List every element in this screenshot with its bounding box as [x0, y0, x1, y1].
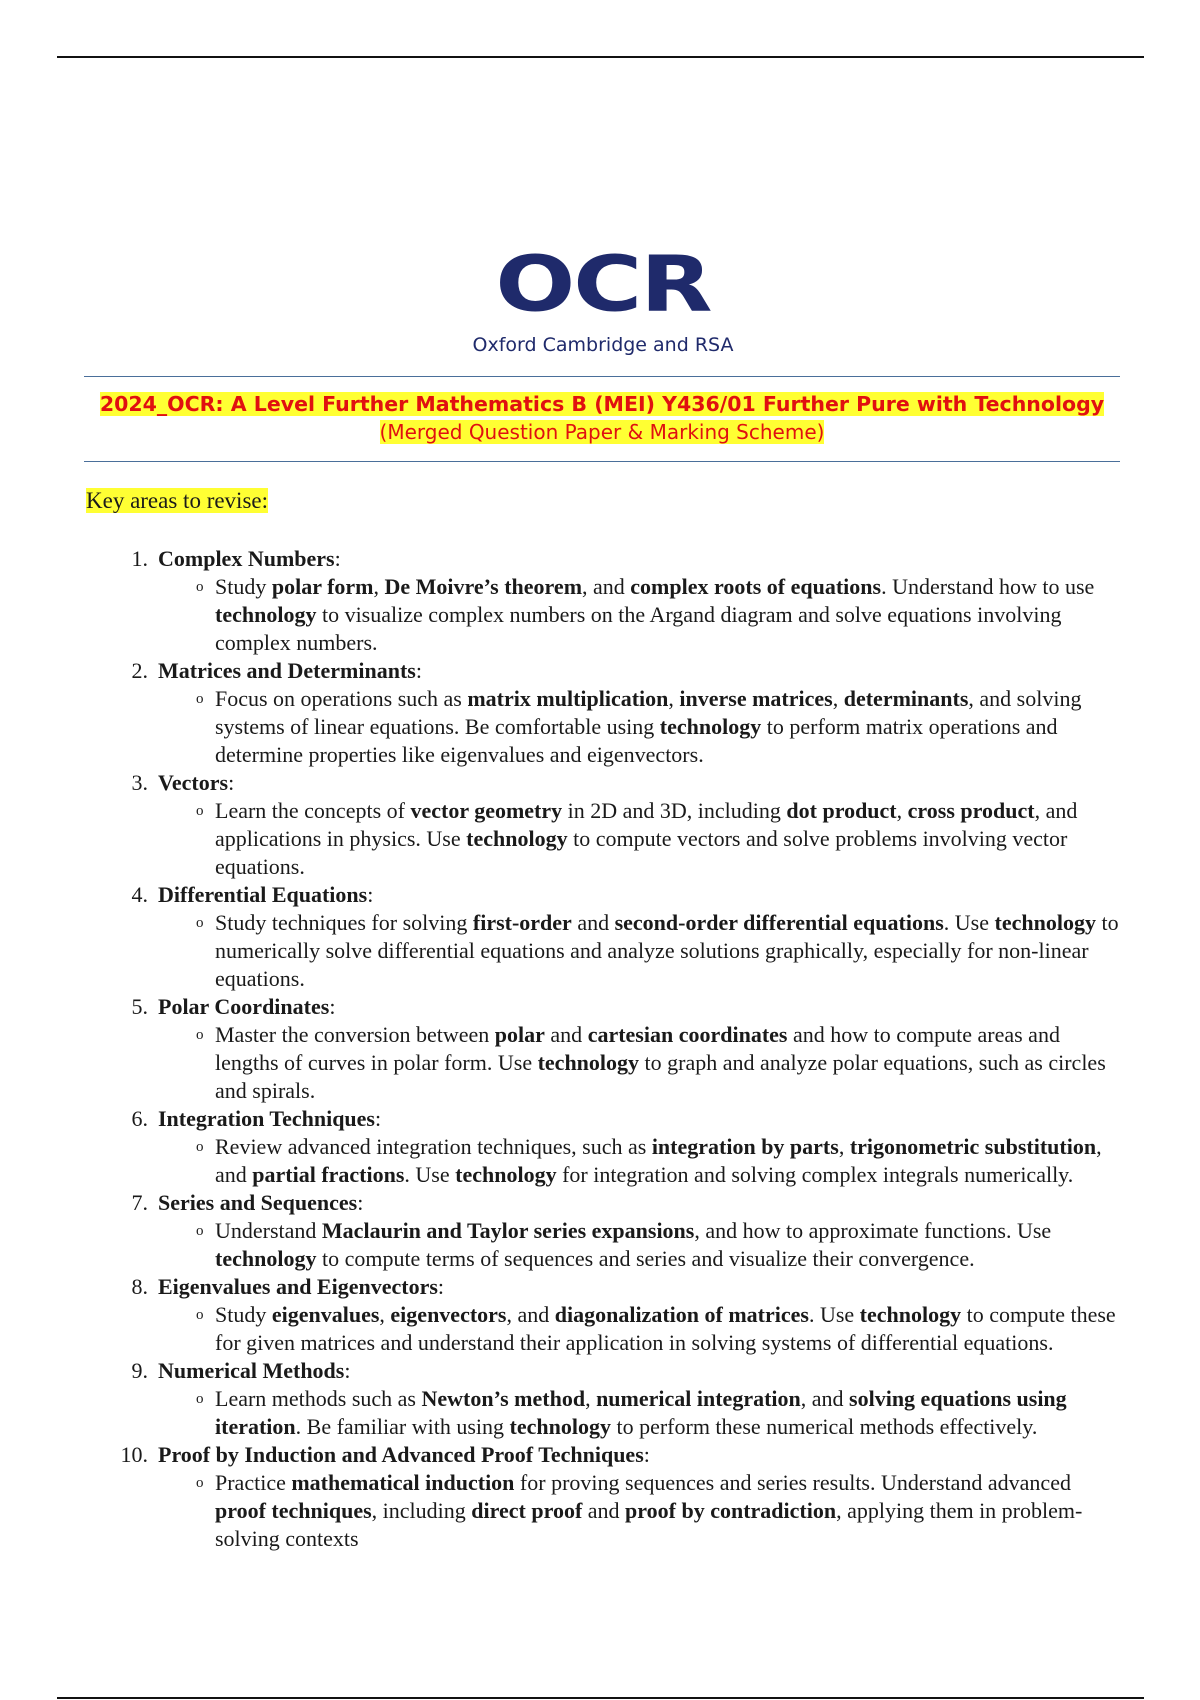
circle-bullet-icon: o [196, 1027, 204, 1043]
description-text: and how to compute areas and lengths of curves in polar form. Use [215, 1022, 1060, 1075]
circle-bullet-icon: o [196, 691, 204, 707]
bold-term: cartesian coordinates [587, 1022, 788, 1047]
bold-term: technology [859, 1302, 962, 1327]
description-text: to compute terms of sequences and series and visualize their convergence. [316, 1246, 975, 1271]
description-text: , [379, 1302, 391, 1327]
description-text: Focus on operations such as [215, 686, 468, 711]
circle-bullet-icon: o [196, 1307, 204, 1323]
description-text: to visualize complex numbers on the Argand diagram and solve equations involving complex numbers. [215, 602, 1062, 655]
topic-number: 3. [131, 770, 148, 795]
description-text: , applying them in problem-solving contexts [215, 1498, 1083, 1551]
topic-colon: : [415, 658, 422, 683]
circle-bullet-icon: o [196, 803, 204, 819]
description-text: , and [582, 574, 631, 599]
description-text: to perform matrix operations and determine properties like eigenvalues and eigenvectors. [215, 714, 1058, 767]
description-text: Learn the concepts of [215, 798, 411, 823]
description-text: Study [215, 1302, 272, 1327]
topic-description [114, 1301, 1124, 1357]
topic-colon: : [357, 1190, 364, 1215]
description-text: for proving sequences and series results. Understand advanced [514, 1470, 1071, 1495]
bold-term: trigonometric substitution [849, 1134, 1097, 1159]
topic-description [114, 1469, 1124, 1553]
key-areas-heading: Key areas to revise: [86, 488, 269, 513]
topic-description [114, 685, 1124, 769]
description-text: Practice [215, 1470, 292, 1495]
topic-heading: Complex Numbers [158, 546, 335, 571]
circle-bullet-icon: o [196, 1475, 204, 1491]
title-rule-top [84, 376, 1120, 377]
bold-term: technology [659, 714, 762, 739]
description-text: and [582, 1498, 626, 1523]
topic-colon: : [329, 994, 336, 1019]
description-text: , [896, 798, 908, 823]
description-text: . Understand how to use [881, 574, 1095, 599]
bold-term: determinants [843, 686, 969, 711]
bold-term: mathematical induction [291, 1470, 515, 1495]
topic-item [114, 1357, 1124, 1385]
top-rule [57, 56, 1144, 58]
topic-item [114, 1105, 1124, 1133]
topic-heading: Series and Sequences [158, 1190, 358, 1215]
bold-term: matrix multiplication [467, 686, 669, 711]
topic-heading: Numerical Methods [158, 1358, 345, 1383]
topic-colon: : [228, 770, 235, 795]
bold-term: technology [509, 1414, 611, 1439]
bold-term: technology [215, 1246, 317, 1271]
description-text: , and solving systems of linear equations. Be comfortable using [215, 686, 1082, 739]
topic-number: 9. [131, 1358, 148, 1383]
description-text: Understand [215, 1218, 322, 1243]
description-text: , [373, 574, 385, 599]
ocr-logo [458, 240, 748, 360]
bold-term: De Moivre’s theorem [384, 574, 583, 599]
description-text: , [668, 686, 680, 711]
topic-number: 2. [131, 658, 148, 683]
topic-colon: : [437, 1274, 445, 1299]
description-text: to numerically solve differential equations and analyze solutions graphically, especially for non-linear equations. [215, 910, 1119, 991]
description-text: . Use [808, 1302, 860, 1327]
topic-description [114, 573, 1124, 657]
description-text: . Use [943, 910, 995, 935]
description-text: , [585, 1386, 597, 1411]
description-text: for integration and solving complex integrals numerically. [556, 1162, 1074, 1187]
description-text: Master the conversion between [215, 1022, 495, 1047]
bold-term: proof techniques [215, 1498, 372, 1523]
bold-term: complex roots of equations [630, 574, 882, 599]
topic-colon: : [344, 1358, 351, 1383]
description-text: to compute vectors and solve problems involving vector equations. [215, 826, 1068, 879]
topic-heading: Polar Coordinates [158, 994, 330, 1019]
topic-number: 8. [131, 1274, 148, 1299]
description-text: , and [506, 1302, 555, 1327]
description-text: to graph and analyze polar equations, such as circles and spirals. [215, 1050, 1106, 1103]
description-text: in 2D and 3D, including [562, 798, 787, 823]
topic-heading: Vectors [158, 770, 229, 795]
topic-description [114, 909, 1124, 993]
ocr-logo-subtitle: Oxford Cambridge and RSA [472, 334, 734, 356]
bold-term: eigenvectors [390, 1302, 507, 1327]
circle-bullet-icon: o [196, 915, 204, 931]
bold-term: polar [494, 1022, 545, 1047]
title-line-1: 2024_OCR: A Level Further Mathematics B (MEI) Y436/01 Further Pure with Technology [99, 392, 1105, 416]
description-text: , and how to approximate functions. Use [694, 1218, 1052, 1243]
bold-term: partial fractions [252, 1162, 405, 1187]
topic-description [114, 797, 1124, 881]
bold-term: eigenvalues [271, 1302, 380, 1327]
topic-description [114, 1217, 1124, 1273]
bold-term: technology [455, 1162, 557, 1187]
description-text: . Use [404, 1162, 456, 1187]
bold-term: technology [994, 910, 1096, 935]
topic-list [114, 545, 1124, 1553]
topic-colon: : [643, 1442, 650, 1467]
bold-term: vector geometry [410, 798, 563, 823]
topic-number: 4. [131, 882, 148, 907]
document-title [84, 390, 1120, 446]
description-text: , and [215, 1134, 1102, 1187]
ocr-logo-mark: OCR [495, 240, 711, 330]
bold-term: solving equations using iteration [215, 1386, 1067, 1439]
title-rule-bottom [84, 461, 1120, 462]
title-line-2: (Merged Question Paper & Marking Scheme) [379, 420, 825, 444]
bold-term: Newton’s method [421, 1386, 586, 1411]
description-text: Learn methods such as [215, 1386, 422, 1411]
bold-term: technology [537, 1050, 640, 1075]
bold-term: diagonalization of matrices [554, 1302, 809, 1327]
bold-term: integration by parts [651, 1134, 839, 1159]
topic-description [114, 1385, 1124, 1441]
bold-term: cross product [907, 798, 1035, 823]
topic-item [114, 993, 1124, 1021]
bold-term: technology [215, 602, 317, 627]
description-text: to perform these numerical methods effectively. [610, 1414, 1038, 1439]
topic-number: 5. [131, 994, 148, 1019]
topic-description [114, 1133, 1124, 1189]
description-text: , and [800, 1386, 850, 1411]
topic-number: 10. [120, 1442, 148, 1467]
circle-bullet-icon: o [196, 1139, 204, 1155]
description-text: , [832, 686, 844, 711]
bold-term: second-order differential equations [614, 910, 944, 935]
circle-bullet-icon: o [196, 1223, 204, 1239]
bold-term: first-order [472, 910, 572, 935]
topic-number: 7. [131, 1190, 148, 1215]
description-text: , and applications in physics. Use [215, 798, 1078, 851]
bold-term: technology [466, 826, 568, 851]
topic-heading: Matrices and Determinants [158, 658, 416, 683]
topic-description [114, 1021, 1124, 1105]
topic-item [114, 1441, 1124, 1469]
topic-number: 1. [131, 546, 148, 571]
topic-item [114, 769, 1124, 797]
circle-bullet-icon: o [196, 579, 204, 595]
bold-term: polar form [271, 574, 374, 599]
topic-heading: Differential Equations [158, 882, 368, 907]
description-text: . Be familiar with using [295, 1414, 510, 1439]
topic-item [114, 1189, 1124, 1217]
topic-colon: : [375, 1106, 382, 1131]
description-text: , including [371, 1498, 472, 1523]
topic-item [114, 1273, 1124, 1301]
topic-item [114, 545, 1124, 573]
description-text: Study [215, 574, 272, 599]
bold-term: inverse matrices [679, 686, 833, 711]
topic-heading: Proof by Induction and Advanced Proof Techniques [158, 1442, 644, 1467]
bold-term: Maclaurin and Taylor series expansions [321, 1218, 695, 1243]
bold-term: direct proof [471, 1498, 583, 1523]
bold-term: dot product [786, 798, 897, 823]
description-text: , [838, 1134, 850, 1159]
description-text: to compute these for given matrices and understand their application in solving systems of differential equations. [215, 1302, 1116, 1355]
topic-heading: Integration Techniques [158, 1106, 375, 1131]
topic-number: 6. [131, 1106, 148, 1131]
description-text: and [571, 910, 615, 935]
topic-colon: : [367, 882, 374, 907]
circle-bullet-icon: o [196, 1391, 204, 1407]
description-text: and [544, 1022, 588, 1047]
topic-heading: Eigenvalues and Eigenvectors [158, 1274, 438, 1299]
description-text: Review advanced integration techniques, such as [215, 1134, 652, 1159]
bold-term: proof by contradiction [625, 1498, 837, 1523]
description-text: Study techniques for solving [215, 910, 473, 935]
topic-colon: : [334, 546, 341, 571]
bottom-rule [57, 1697, 1144, 1699]
topic-item [114, 657, 1124, 685]
bold-term: numerical integration [596, 1386, 801, 1411]
topic-item [114, 881, 1124, 909]
